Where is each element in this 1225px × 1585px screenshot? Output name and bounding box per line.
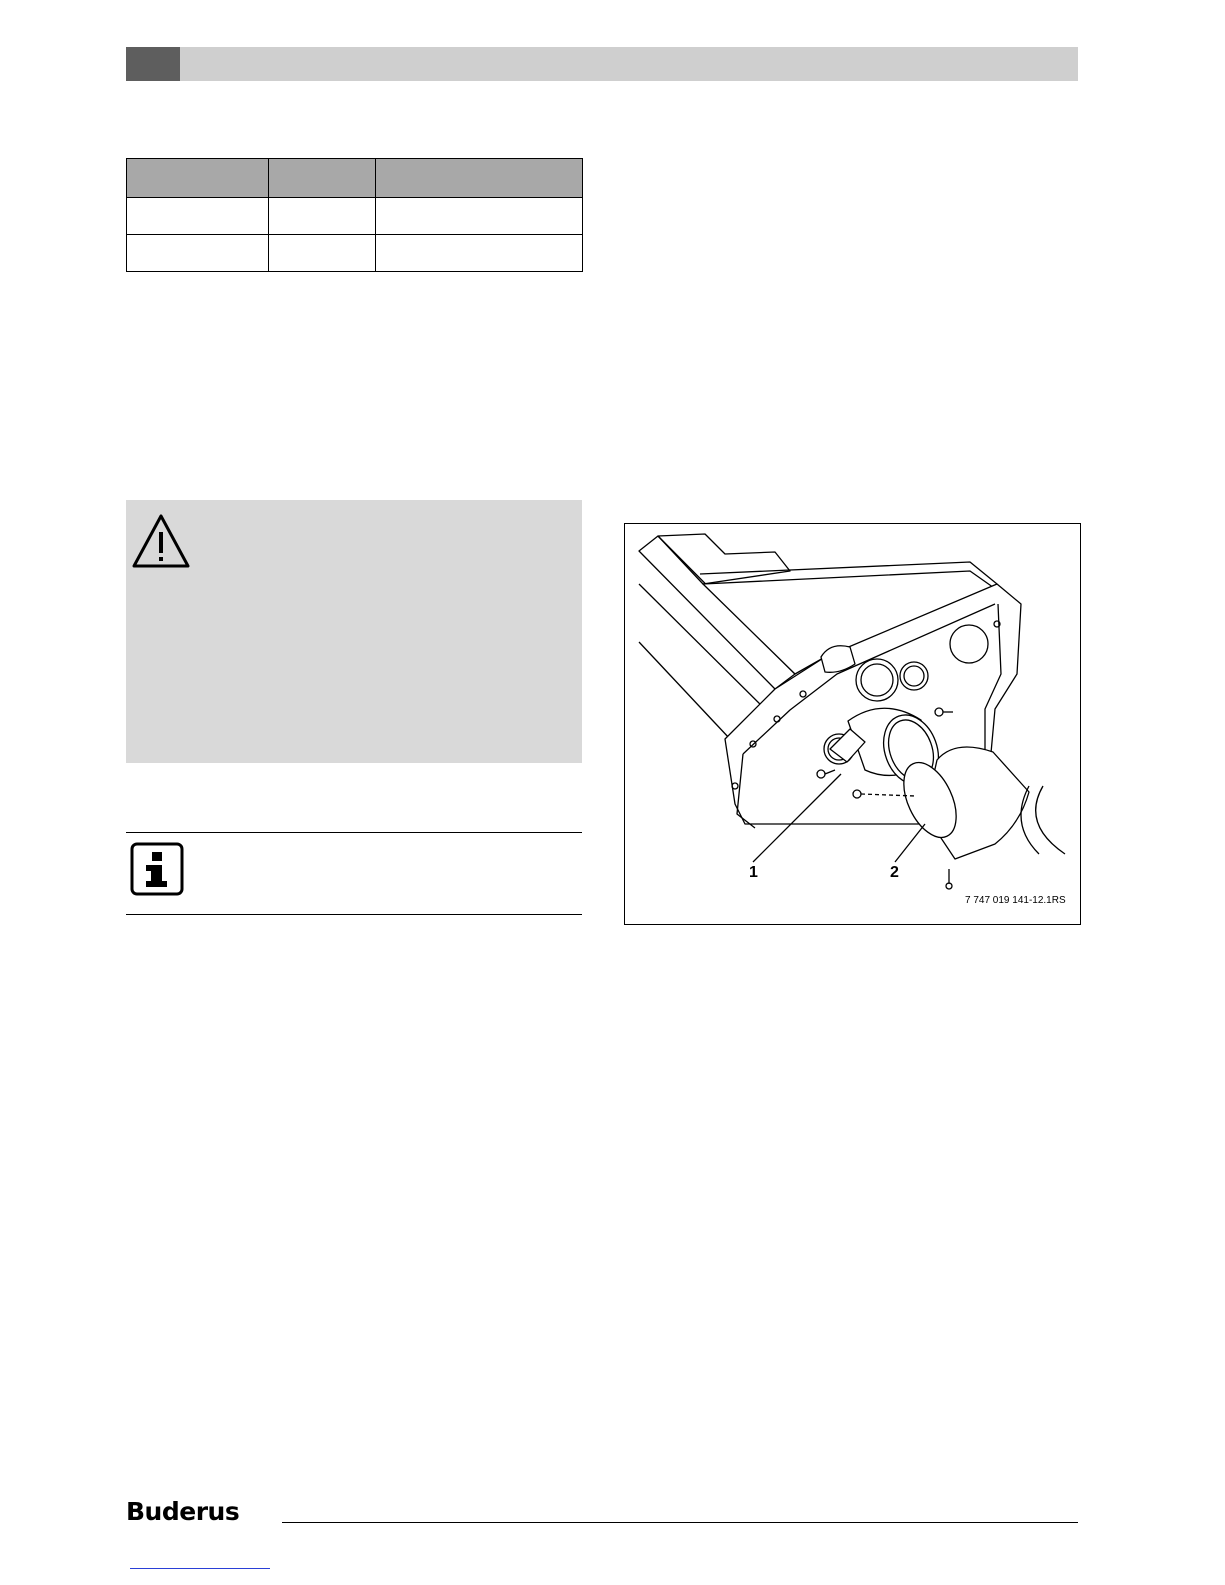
callout-label: 2: [890, 864, 899, 881]
table-cell: [376, 198, 583, 235]
drawing-code: 7 747 019 141-12.1RS: [965, 895, 1066, 906]
table-header-row: [127, 159, 583, 198]
brand-logo: Buderus: [126, 1497, 240, 1526]
table-header-cell: [269, 159, 376, 198]
technical-illustration: [624, 523, 1081, 925]
table-cell: [376, 235, 583, 272]
boiler-drawing: [625, 524, 1080, 924]
warning-triangle-icon: [130, 512, 192, 570]
callout-label: 1: [749, 864, 758, 881]
table-cell: [127, 198, 269, 235]
header-bar: [180, 47, 1078, 81]
table-cell: [269, 198, 376, 235]
table-header-cell: [127, 159, 269, 198]
table-cell: [269, 235, 376, 272]
table-row: [127, 198, 583, 235]
spec-table: [126, 158, 583, 272]
table-header-cell: [376, 159, 583, 198]
info-notice-top-rule: [126, 832, 582, 833]
table-row: [127, 235, 583, 272]
header-bar-chapter-block: [126, 47, 180, 81]
info-icon: [130, 842, 184, 896]
warning-notice: [126, 500, 582, 763]
footer-link-underline[interactable]: [130, 1568, 270, 1569]
table-cell: [127, 235, 269, 272]
footer-rule: [282, 1522, 1078, 1523]
info-notice-bottom-rule: [126, 914, 582, 915]
